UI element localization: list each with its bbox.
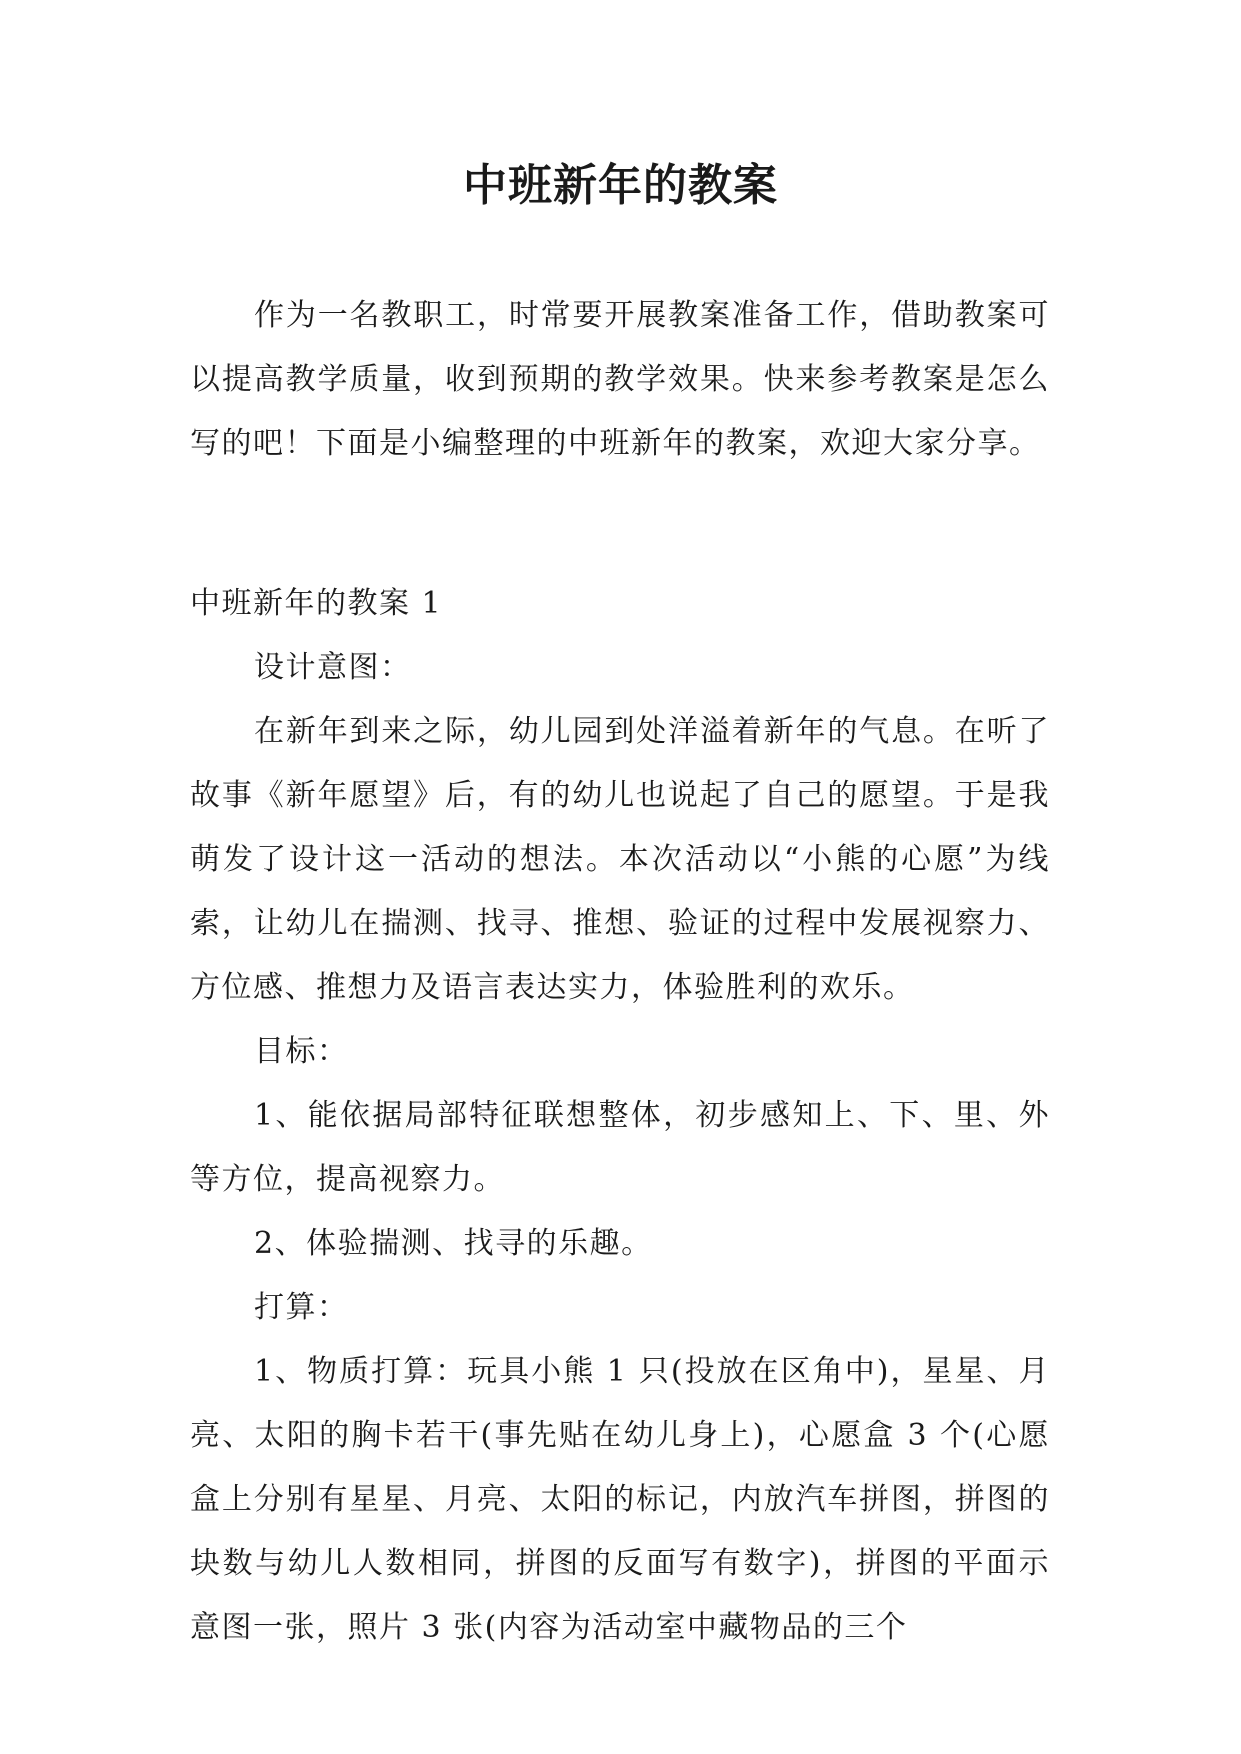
section-heading: 中班新年的教案 1	[190, 586, 443, 621]
preparation-label: 打算：	[254, 1290, 349, 1325]
goal-item-2: 2、体验揣测、找寻的乐趣。	[254, 1226, 653, 1261]
design-intent-paragraph: 在新年到来之际，幼儿园到处洋溢着新年的气息。在听了故事《新年愿望》后，有的幼儿也说起了自己的愿望。于是我萌发了设计这一活动的想法。本次活动以“小熊的心愿”为线索，让幼儿在揣测、找寻、推想、验证的过程中发展视察力、方位感、推想力及语言表达实力，体验胜利的欢乐。	[190, 714, 1050, 1005]
intro-paragraph: 作为一名教职工，时常要开展教案准备工作，借助教案可以提高教学质量，收到预期的教学效果。快来参考教案是怎么写的吧！下面是小编整理的中班新年的教案，欢迎大家分享。	[190, 298, 1050, 461]
document-title: 中班新年的教案	[463, 160, 778, 211]
section-1	[190, 572, 1050, 1660]
intro-block	[190, 284, 1050, 476]
preparation-item-1: 1、物质打算：玩具小熊 1 只(投放在区角中)，星星、月亮、太阳的胸卡若干(事先贴在幼儿身上)，心愿盒 3 个(心愿盒上分别有星星、月亮、太阳的标记，内放汽车拼图，拼图的块数与幼儿人数相同，拼图的反面写有数字)，拼图的平面示意图一张，照片 3 张(内容为活动室中藏物品的三个	[190, 1354, 1050, 1645]
goal-item-1: 1、能依据局部特征联想整体，初步感知上、下、里、外等方位，提高视察力。	[190, 1098, 1050, 1197]
goals-label: 目标：	[254, 1034, 349, 1069]
design-intent-label: 设计意图：	[254, 650, 412, 685]
